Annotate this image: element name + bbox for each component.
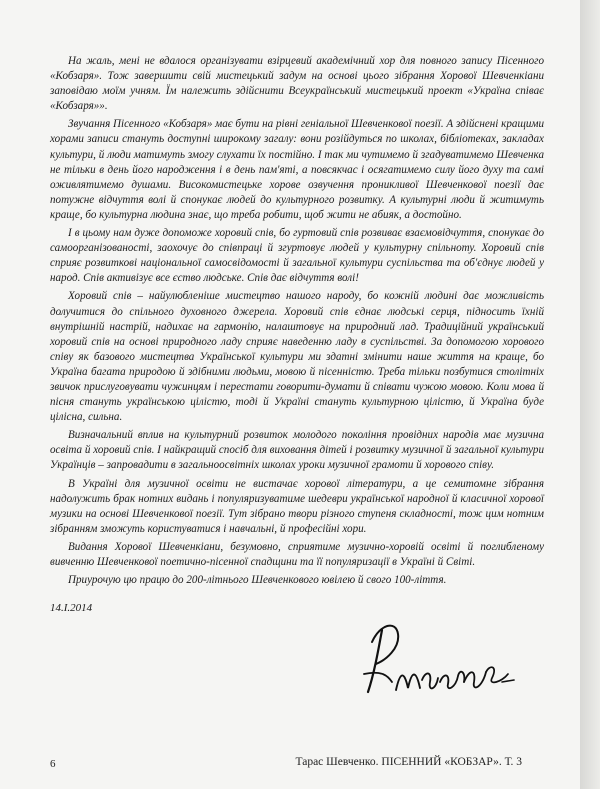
paragraph-2: Звучання Пісенного «Кобзаря» має бути на рівні геніальної Шевченкової поезії. А здійснені кращими хорами записи стануть доступні широкому загалу: вони розійдуться по школах, бібліотеках, закладах культури, й люди матимуть змогу слухати їх постійно. І так ми чутимемо й згадуватимемо Шевченка не тільки в день його народження і в день пам'яті, а повсякчас і осягатимемо силу його духу та самі оживлятимемо душами. Високомистецьке хорове озвучення проникливої Шевченкової поезії дає потужне відчуття волі й спонукає людей до культурного розвитку. А культурні люди й житимуть краще, бо культурна людина знає, що треба робити, щоб жити не абияк, а достойно. (50, 118, 544, 221)
date-line: 14.I.2014 (50, 602, 93, 614)
running-title: Тарас Шевченко. ПІСЕННИЙ «КОБЗАР». Т. 3 (295, 756, 522, 768)
page-edge-shadow (580, 0, 600, 789)
paragraph-3: І в цьому нам дуже допоможе хоровий спів, бо гуртовий спів розвиває взаємовідчуття, спонукає до самоорганізованості, заохочує до співпраці й згуртовує людей у культурну спільноту. Хоровий спів сприяє розвиткові національної самосвідомості й загальної культури суспільства та об'єднує людей у народ. Спів активізує все єство людське. Спів дає відчуття волі! (50, 227, 544, 285)
handwritten-signature (352, 612, 522, 702)
paragraph-7: Видання Хорової Шевченкіани, безумовно, сприятиме музично-хоровій освіті й поглибленому вивченню Шевченкової поетично-пісенної спадщини та її популяризації в Україні й Світі. (50, 540, 544, 568)
paragraph-6: В Україні для музичної освіти не вистачає хорової літератури, а це семитомне зібрання надолужить брак нотних видань і популяризуватиме шедеври української народної й класичної хорової музики на основі Шевченкової поезії. Тут зібрано твори різного ступеня складності, тож цим нотним зібранням зможуть користуватися і навчальні, й професійні хори. (50, 477, 544, 535)
paragraph-1: На жаль, мені не вдалося організувати взірцевий академічний хор для повного запису Пісенного «Кобзаря». Тож завершити свій мистецький задум на основі цього зібрання Хорової Шевченкіани заповідаю моїм учням. Їм належить здійснити Всеукраїнський мистецький проект «Україна співає «Кобзаря»». (50, 55, 544, 113)
paragraph-5: Визначальний вплив на культурний розвиток молодого покоління провідних народів має музична освіта й хоровий спів. І найкращий спосіб для виховання дітей і розвитку музичної й загальної культури Українців – запровадити в загальноосвітніх школах уроки музичної грамоти й хорового співу. (50, 429, 544, 472)
paragraph-8: Приурочую цю працю до 200-літнього Шевченкового ювілею й свого 100-ліття. (68, 574, 447, 587)
page-number: 6 (50, 758, 56, 770)
body-text (50, 54, 544, 591)
paragraph-4: Хоровий спів – найулюбленіше мистецтво нашого народу, бо кожній людині дає можливість долучитися до спільного духовного джерела. Хоровий спів єднає людські серця, підносить їхній внутрішній настрій, надихає на гармонію, налаштовує на природний лад. Традиційний український хоровий спів на основі природного ладу сприяє наведенню ладу в суспільстві. За допомогою хорового співу як базового мистецтва Української культури ми здатні змінити наше життя на краще, бо Україна багата природою й здібними людьми, мовою й пісенністю. Треба тільки позбутися столітніх звичок прислуговувати чужинцям і перестати говорити-думати й співати чужою мовою. Коли мова й пісня стануть українською цілістю, тоді й Україні стануть культурною цілістю, й Україна буде цілісна, сильна. (50, 290, 544, 424)
